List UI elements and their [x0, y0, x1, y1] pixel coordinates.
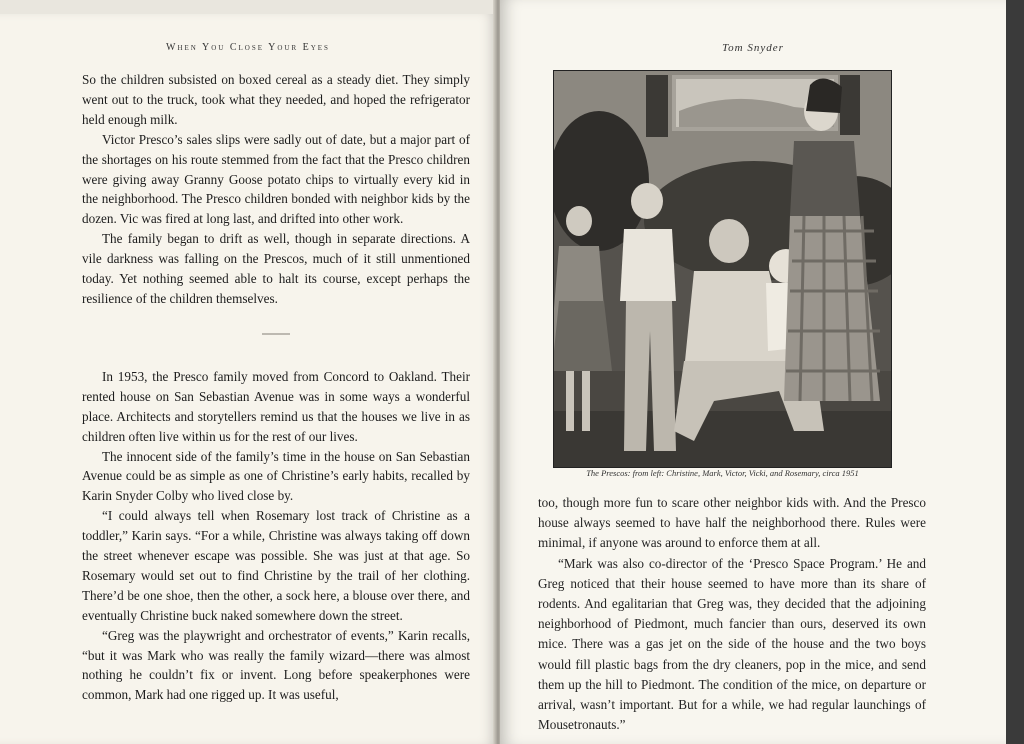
- paragraph: The family began to drift as well, though in separate directions. A vile darkness was falling on the Prescos, much of it still unmentioned today. Yet nothing seemed able to halt its course, except perhaps the resilience of the children themselves.: [82, 231, 470, 306]
- left-page: [0, 0, 496, 744]
- section-break: [82, 309, 470, 367]
- running-head-left: When You Close Your Eyes: [166, 42, 330, 53]
- right-page-text: [538, 493, 926, 735]
- photo-caption: The Prescos: from left: Christine, Mark, Victor, Vicki, and Rosemary, circa 1951: [586, 468, 859, 478]
- paragraph: The innocent side of the family’s time in the house on San Sebastian Avenue could be as simple as one of Christine’s early habits, recalled by Karin Snyder Colby who lived close by.: [82, 448, 470, 504]
- background-edge: [1006, 0, 1024, 744]
- family-photo-illustration: [554, 71, 892, 468]
- running-head-right: Tom Snyder: [722, 42, 784, 54]
- paragraph: In 1953, the Presco family moved from Concord to Oakland. Their rented house on San Sebastian Avenue was in some ways a wonderful place. Architects and storytellers remind us that the houses we live in as children often live within us for the rest of our lives.: [82, 368, 470, 444]
- right-page: [500, 0, 1006, 744]
- paragraph: “Greg was the playwright and orchestrator of events,” Karin recalls, “but it was Mark who was really the family wizard—there was almost nothing he couldn’t fix or invent. Long before speakerphones were common, Mark had one rigged up. It was useful,: [82, 627, 470, 703]
- paragraph: “I could always tell when Rosemary lost track of Christine as a toddler,” Karin says. “For a while, Christine was always taking off down the street whenever escape was possible. She was just at that age. So Rosemary would set out to find Christine by the trail of her clothing. There’d be one shoe, then the other, a sock here, a blouse over there, and eventually Christine buck naked somewhere down the street.: [82, 508, 470, 623]
- paragraph: So the children subsisted on boxed cereal as a steady diet. They simply went out to the truck, took what they needed, and hoped the refrigerator held enough milk.: [82, 72, 470, 127]
- paragraph: “Mark was also co-director of the ‘Presco Space Program.’ He and Greg noticed that their house seemed to have more than its share of rodents. And egalitarian that Greg was, they decided that the adjoining neighborhood of Piedmont, much fancier than ours, deserved its own mice. There was a gas jet on the side of the house and the two boys would fill plastic bags from the dry cleaners, pop in the mice, and send them up the hill to Piedmont. The condition of the mice, on departure or arrival, wasn’t important. But for a while, we had regular launchings of Mousetronauts.”: [538, 555, 926, 733]
- paragraph: too, though more fun to scare other neighbor kids with. And the Presco house always seemed to have half the neighborhood there. Rules were minimal, if anyone was around to enforce them at all.: [538, 495, 926, 551]
- paragraph: Victor Presco’s sales slips were sadly out of date, but a major part of the shortages on his route stemmed from the fact that the Presco children were giving away Granny Goose potato chips to virtually every kid in the neighborhood. The Presco children bonded with neighbor kids by the dozen. Vic was fired at long last, and drifted into other work.: [82, 131, 470, 227]
- family-photo: [553, 70, 892, 468]
- left-page-text: [82, 70, 470, 705]
